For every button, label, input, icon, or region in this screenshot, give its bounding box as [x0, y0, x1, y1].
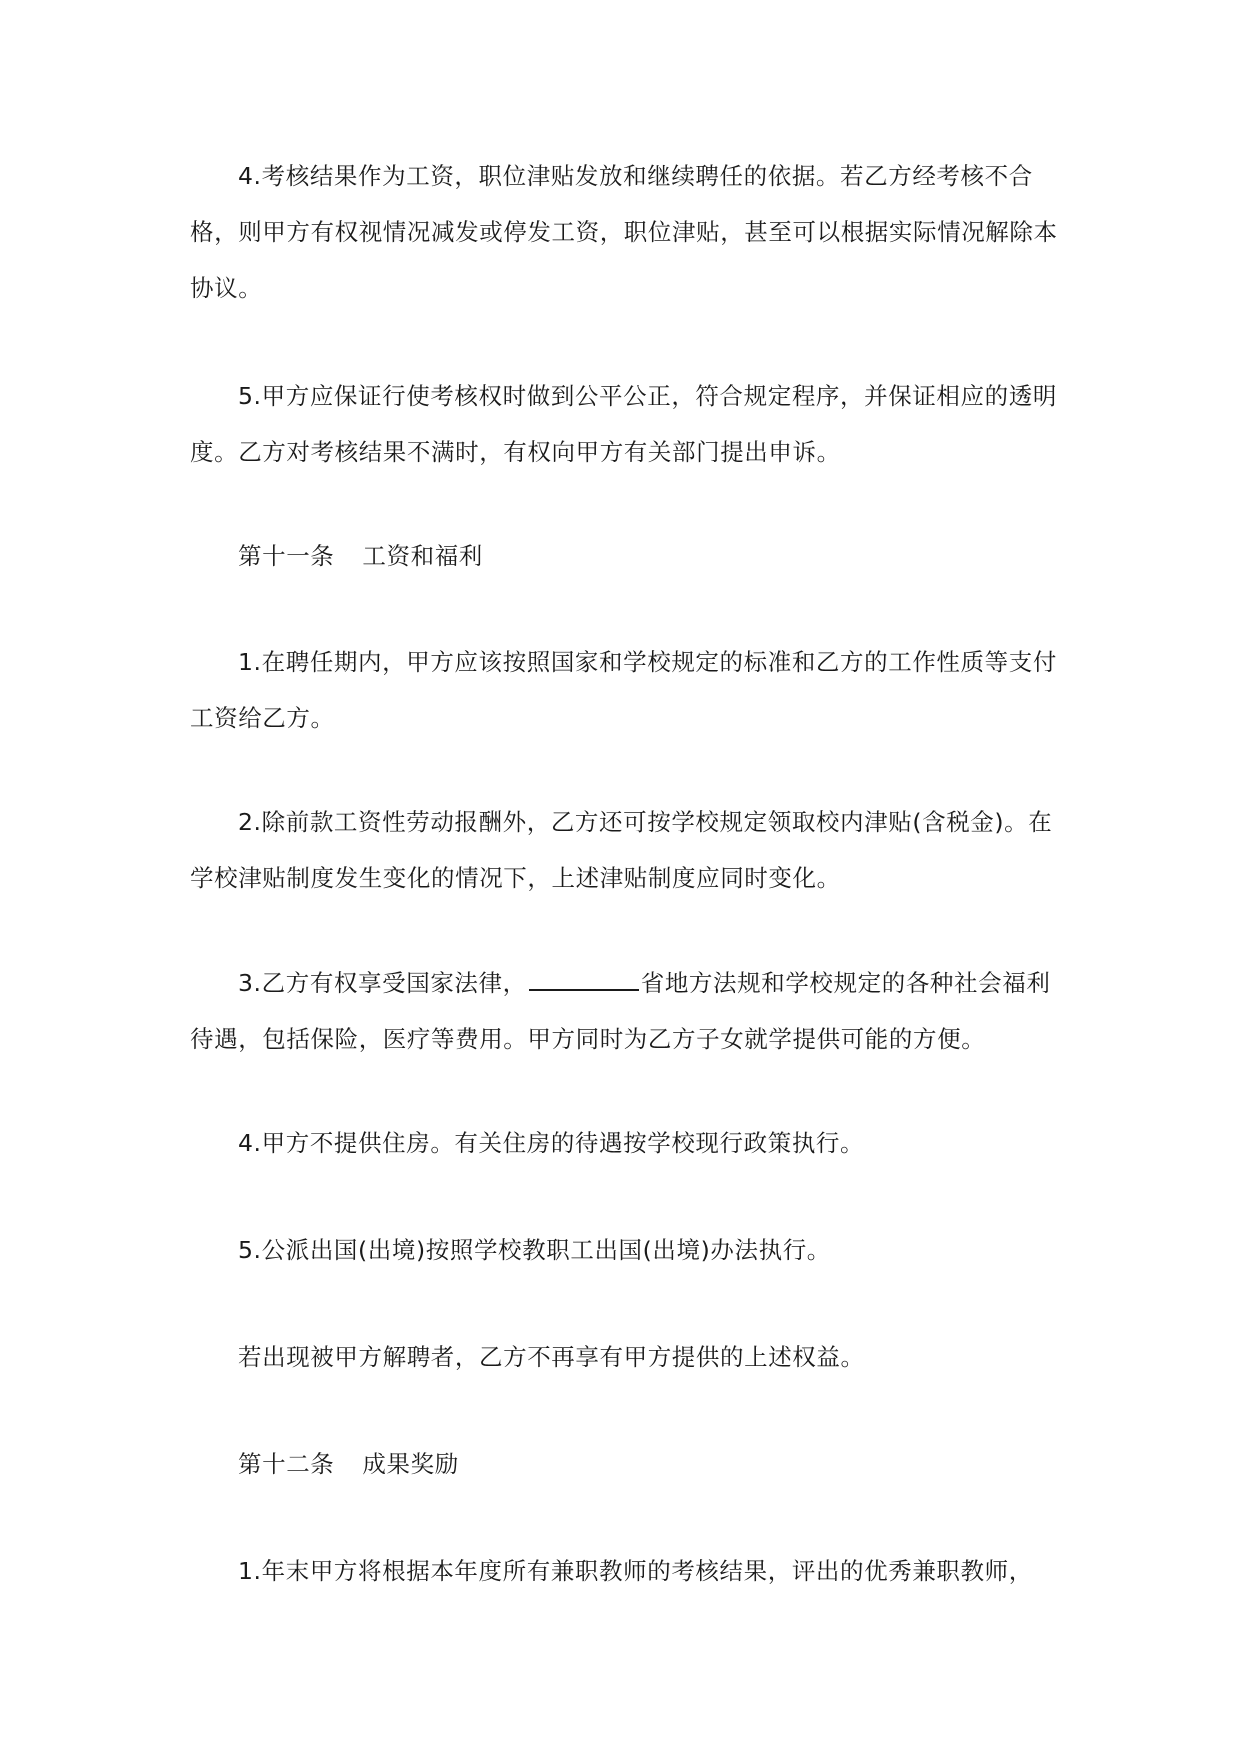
article-12-number: 第十二条 [238, 1450, 335, 1478]
welfare-text-before: 3.乙方有权享受国家法律， [238, 969, 527, 997]
paragraph-salary-payment: 1.在聘任期内，甲方应该按照国家和学校规定的标准和乙方的工作性质等支付工资给乙方。 [190, 648, 1057, 732]
fill-in-blank [529, 969, 639, 991]
paragraph-housing: 4.甲方不提供住房。有关住房的待遇按学校现行政策执行。 [238, 1129, 865, 1157]
paragraph-year-end-award: 1.年末甲方将根据本年度所有兼职教师的考核结果，评出的优秀兼职教师， [238, 1557, 1033, 1585]
article-11-number: 第十一条 [238, 542, 335, 570]
paragraph-assessment-result: 4.考核结果作为工资，职位津贴发放和继续聘任的依据。若乙方经考核不合格，则甲方有权视情况减发或停发工资，职位津贴，甚至可以根据实际情况解除本协议。 [190, 162, 1058, 302]
welfare-text-after: 省地方法规和学校规定的各种社会福利待遇，包括保险，医疗等费用。甲方同时为乙方子女就学提供可能的方便。 [190, 969, 1051, 1053]
article-11-heading [238, 528, 483, 584]
paragraph-assessment-fairness: 5.甲方应保证行使考核权时做到公平公正，符合规定程序，并保证相应的透明度。乙方对考核结果不满时，有权向甲方有关部门提出申诉。 [190, 382, 1057, 466]
article-12-title: 成果奖励 [362, 1450, 459, 1478]
paragraph-overseas: 5.公派出国(出境)按照学校教职工出国(出境)办法执行。 [238, 1236, 831, 1264]
article-12-heading [238, 1436, 459, 1492]
article-11-title: 工资和福利 [362, 542, 483, 570]
paragraph-welfare [190, 955, 1070, 1067]
paragraph-dismissal: 若出现被甲方解聘者，乙方不再享有甲方提供的上述权益。 [238, 1343, 865, 1371]
paragraph-allowance: 2.除前款工资性劳动报酬外，乙方还可按学校规定领取校内津贴(含税金)。在学校津贴制度发生变化的情况下，上述津贴制度应同时变化。 [190, 808, 1053, 892]
